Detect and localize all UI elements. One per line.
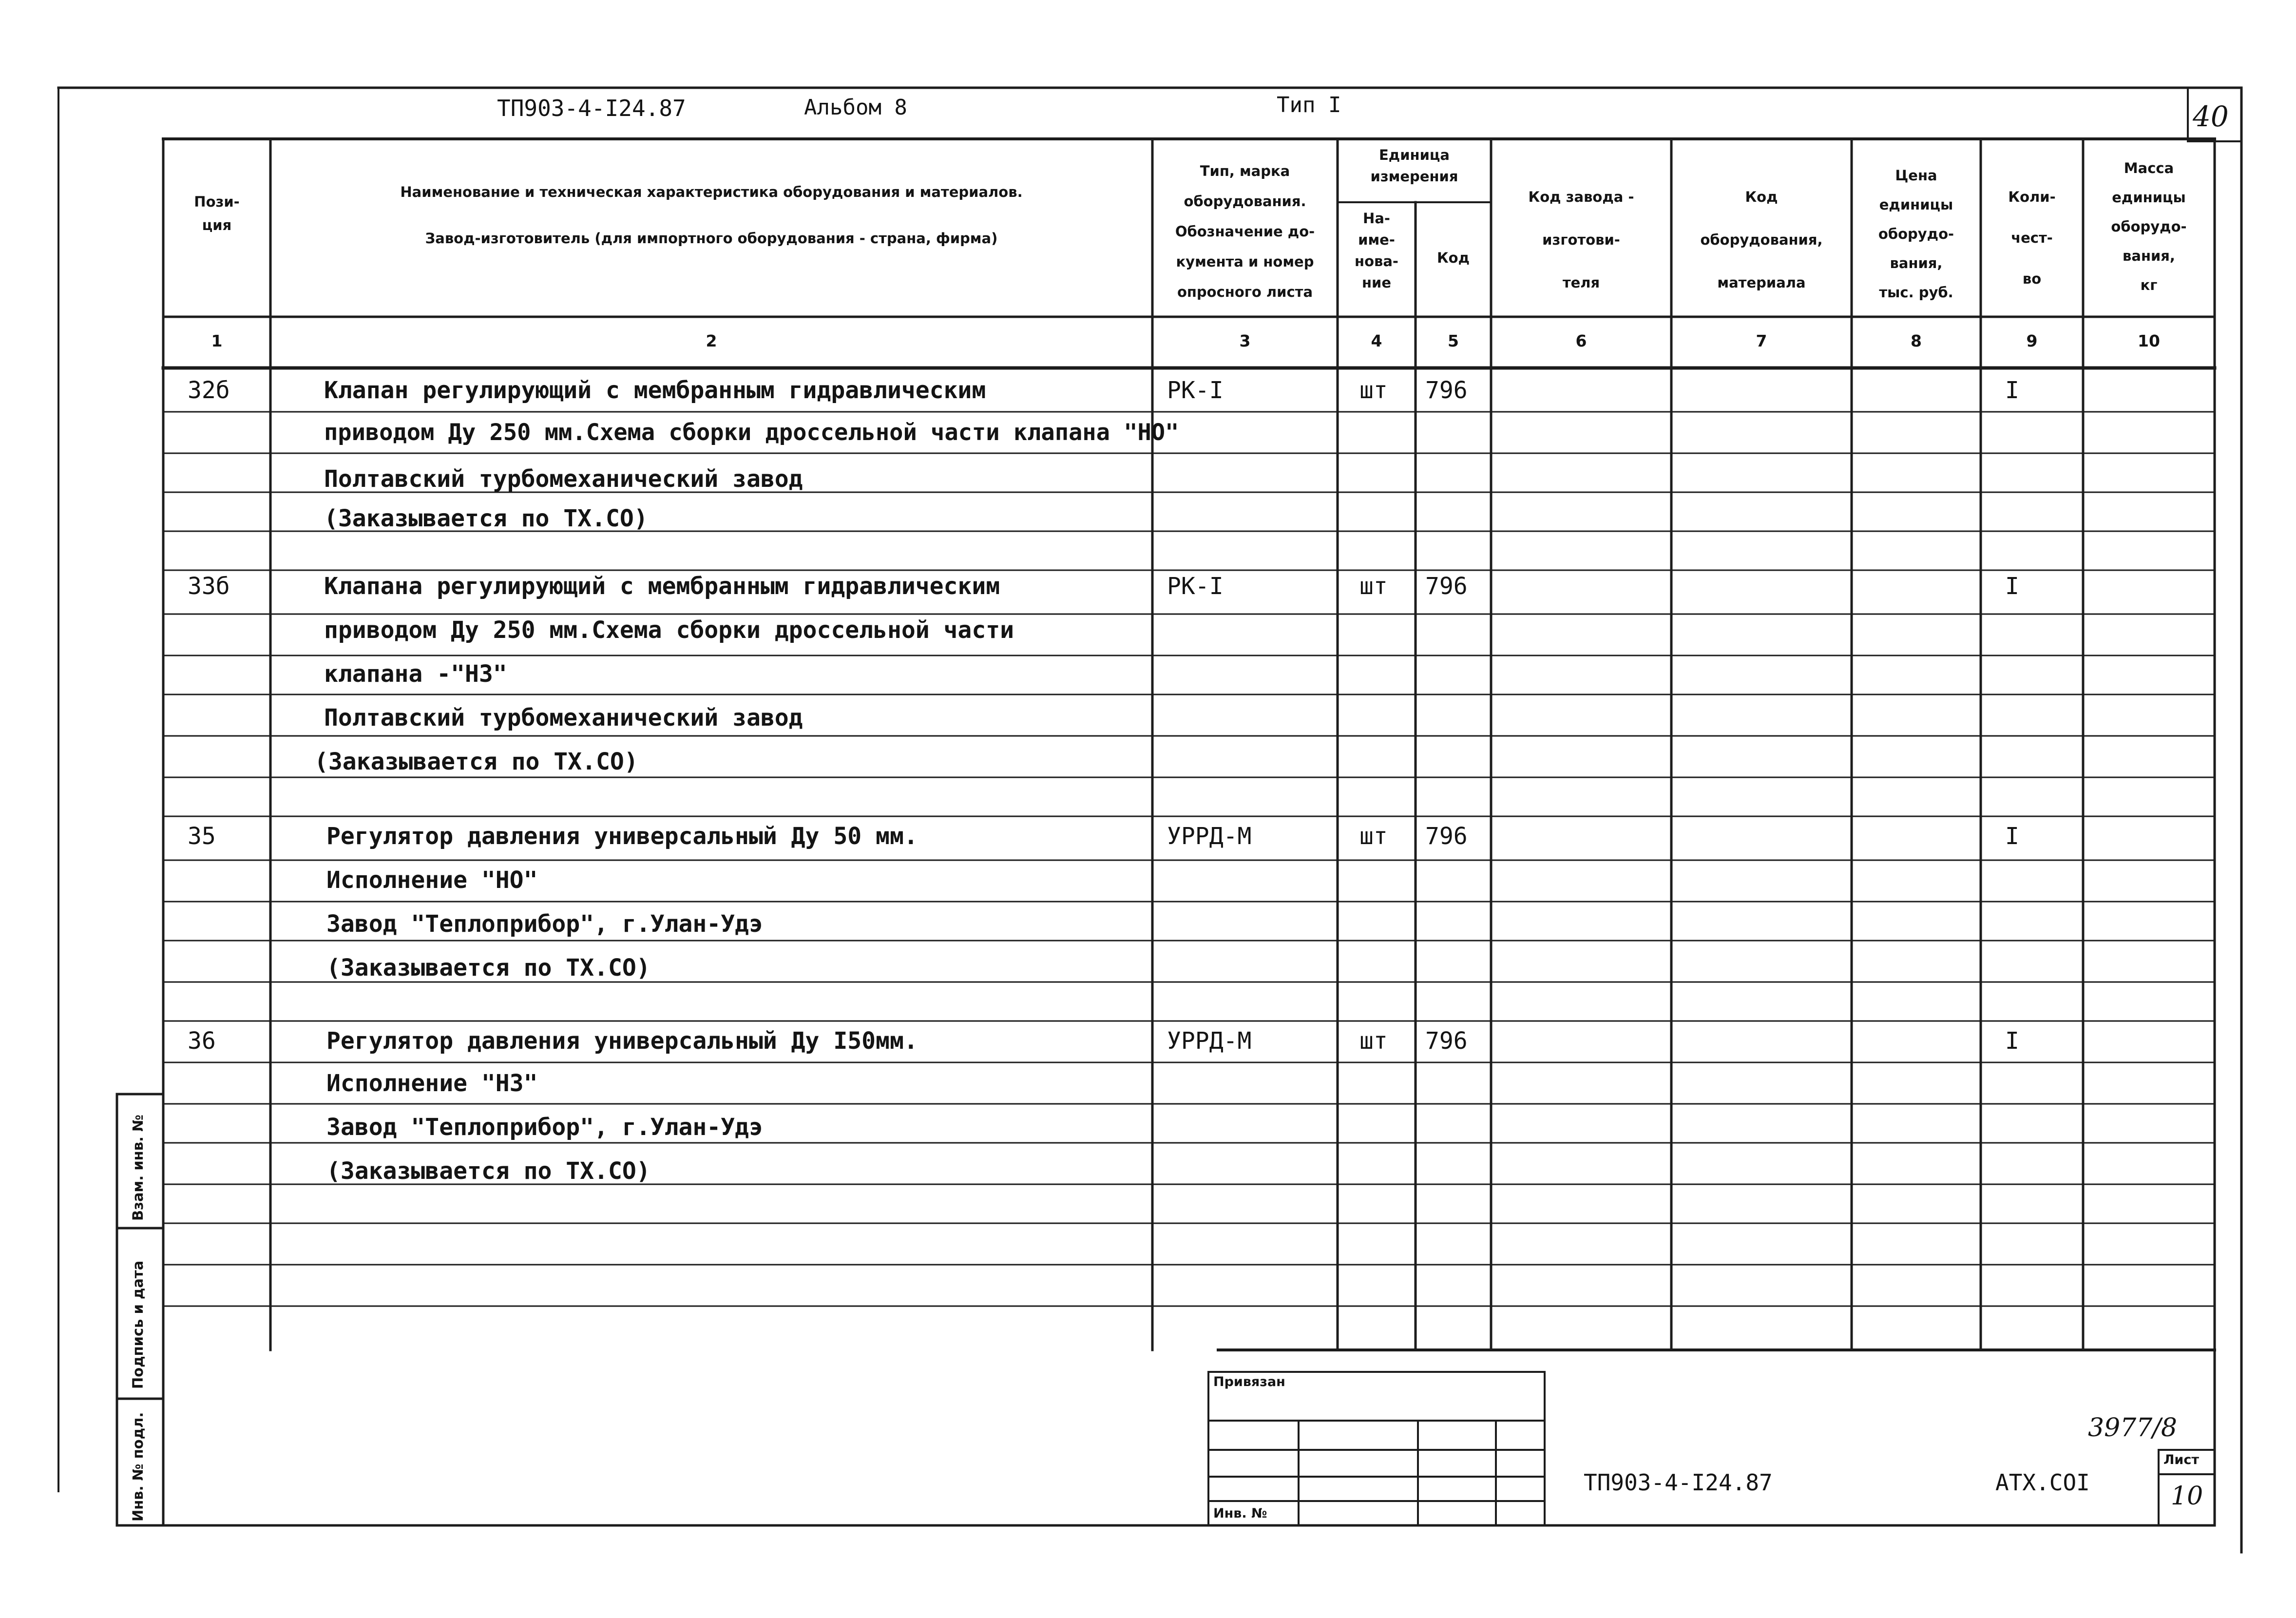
row-description-line: клапана -"НЗ" <box>324 660 507 688</box>
page-number: 40 <box>2193 100 2229 133</box>
row-type-mark: УРРД-М <box>1167 823 1252 850</box>
col-number: 1 <box>211 331 223 350</box>
col-equipment-code-header: Код оборудования, материала <box>1700 189 1823 291</box>
stamp-privyazan: Привязан <box>1213 1374 1285 1389</box>
col-name-header: Наименование и техническая характеристика оборудования и материалов. <box>400 184 1023 200</box>
row-description-line: приводом Ду 250 мм.Схема сборки дроссельной части клапана "НО" <box>324 419 1179 446</box>
col-number: 3 <box>1239 331 1251 350</box>
stamp-sheet-code: АТХ.СОI <box>1995 1469 2090 1496</box>
row-description-line: (Заказывается по ТХ.СО) <box>324 505 648 532</box>
col-number: 4 <box>1371 331 1382 350</box>
row-unit: шт <box>1359 573 1388 600</box>
row-position: 32б <box>188 377 230 404</box>
stamp-doc-code: ТП903-4-I24.87 <box>1584 1469 1773 1496</box>
row-description-line: приводом Ду 250 мм.Схема сборки дроссельной части <box>324 616 1014 644</box>
row-description-line: Завод "Теплоприбор", г.Улан-Удэ <box>326 1114 763 1141</box>
row-type-mark: РК-I <box>1167 573 1224 600</box>
col-number: 5 <box>1448 331 1459 350</box>
col-factory-code-header: Код завода - изготови- теля <box>1528 189 1634 291</box>
row-unit-code: 796 <box>1425 823 1468 850</box>
row-quantity: I <box>2005 573 2019 600</box>
col-number: 9 <box>2026 331 2038 350</box>
col-mass-header: Масса единицы оборудо- вания, кг <box>2111 160 2187 293</box>
col-number: 6 <box>1575 331 1587 350</box>
row-unit-code: 796 <box>1425 377 1468 404</box>
row-unit-code: 796 <box>1425 1027 1468 1055</box>
side-label-vzam: Взам. инв. № <box>130 1114 146 1221</box>
col-number: 10 <box>2138 331 2160 350</box>
row-description-line: (Заказывается по ТХ.СО) <box>326 954 651 982</box>
col-quantity-header: Коли- чест- во <box>2008 189 2056 287</box>
row-position: 33б <box>188 573 230 600</box>
col-manufacturer-header: Завод-изготовитель (для импортного оборудования - страна, фирма) <box>425 230 998 247</box>
row-description-line: (Заказывается по ТХ.СО) <box>314 748 638 775</box>
row-unit: шт <box>1359 823 1388 850</box>
row-description-line: Клапана регулирующий с мембранным гидравлическим <box>324 573 1000 600</box>
row-type-mark: РК-I <box>1167 377 1224 404</box>
stamp-list-number: 10 <box>2171 1482 2203 1511</box>
row-description-line: Клапан регулирующий с мембранным гидравлическим <box>324 377 986 404</box>
row-type-mark: УРРД-М <box>1167 1027 1252 1055</box>
row-description-line: Исполнение "НЗ" <box>326 1070 538 1097</box>
stamp-list-label: Лист <box>2163 1452 2199 1467</box>
row-description-line: Исполнение "НО" <box>326 867 538 894</box>
album-label: Альбом 8 <box>804 95 907 120</box>
col-number: 7 <box>1756 331 1767 350</box>
col-unit-name-header: На- име- нова- ние <box>1355 210 1398 291</box>
side-label-inv: Инв. № подл. <box>130 1412 146 1522</box>
row-description-line: Полтавский турбомеханический завод <box>324 704 803 732</box>
col-unit-header: Единица измерения <box>1370 147 1458 185</box>
row-quantity: I <box>2005 823 2019 850</box>
col-number: 8 <box>1911 331 1922 350</box>
row-description-line: Регулятор давления универсальный Ду 50 мм. <box>326 823 918 850</box>
row-description-line: Завод "Теплоприбор", г.Улан-Удэ <box>326 910 763 938</box>
row-position: 35 <box>188 823 216 850</box>
stamp-handwritten-number: 3977/8 <box>2088 1413 2177 1443</box>
col-unit-code-header: Код <box>1436 250 1470 266</box>
row-unit: шт <box>1359 377 1388 404</box>
stamp-inv-no: Инв. № <box>1213 1506 1267 1521</box>
col-price-header: Цена единицы оборудо- вания, тыс. руб. <box>1878 167 1954 301</box>
row-quantity: I <box>2005 377 2019 404</box>
row-description-line: Регулятор давления универсальный Ду I50мм. <box>326 1027 918 1055</box>
type-label: Тип I <box>1277 93 1341 117</box>
row-unit: шт <box>1359 1027 1388 1055</box>
row-unit-code: 796 <box>1425 573 1468 600</box>
col-number: 2 <box>706 331 717 350</box>
doc-code: ТП903-4-I24.87 <box>497 95 686 121</box>
col-position-header: Пози- ция <box>194 193 240 233</box>
row-description-line: Полтавский турбомеханический завод <box>324 465 803 493</box>
row-position: 36 <box>188 1027 216 1055</box>
row-description-line: (Заказывается по ТХ.СО) <box>326 1157 651 1185</box>
side-label-podpis: Подпись и дата <box>130 1260 146 1389</box>
col-type-header: Тип, марка оборудования. Обозначение до- кумента и номер опросного листа <box>1175 163 1315 300</box>
row-quantity: I <box>2005 1027 2019 1055</box>
